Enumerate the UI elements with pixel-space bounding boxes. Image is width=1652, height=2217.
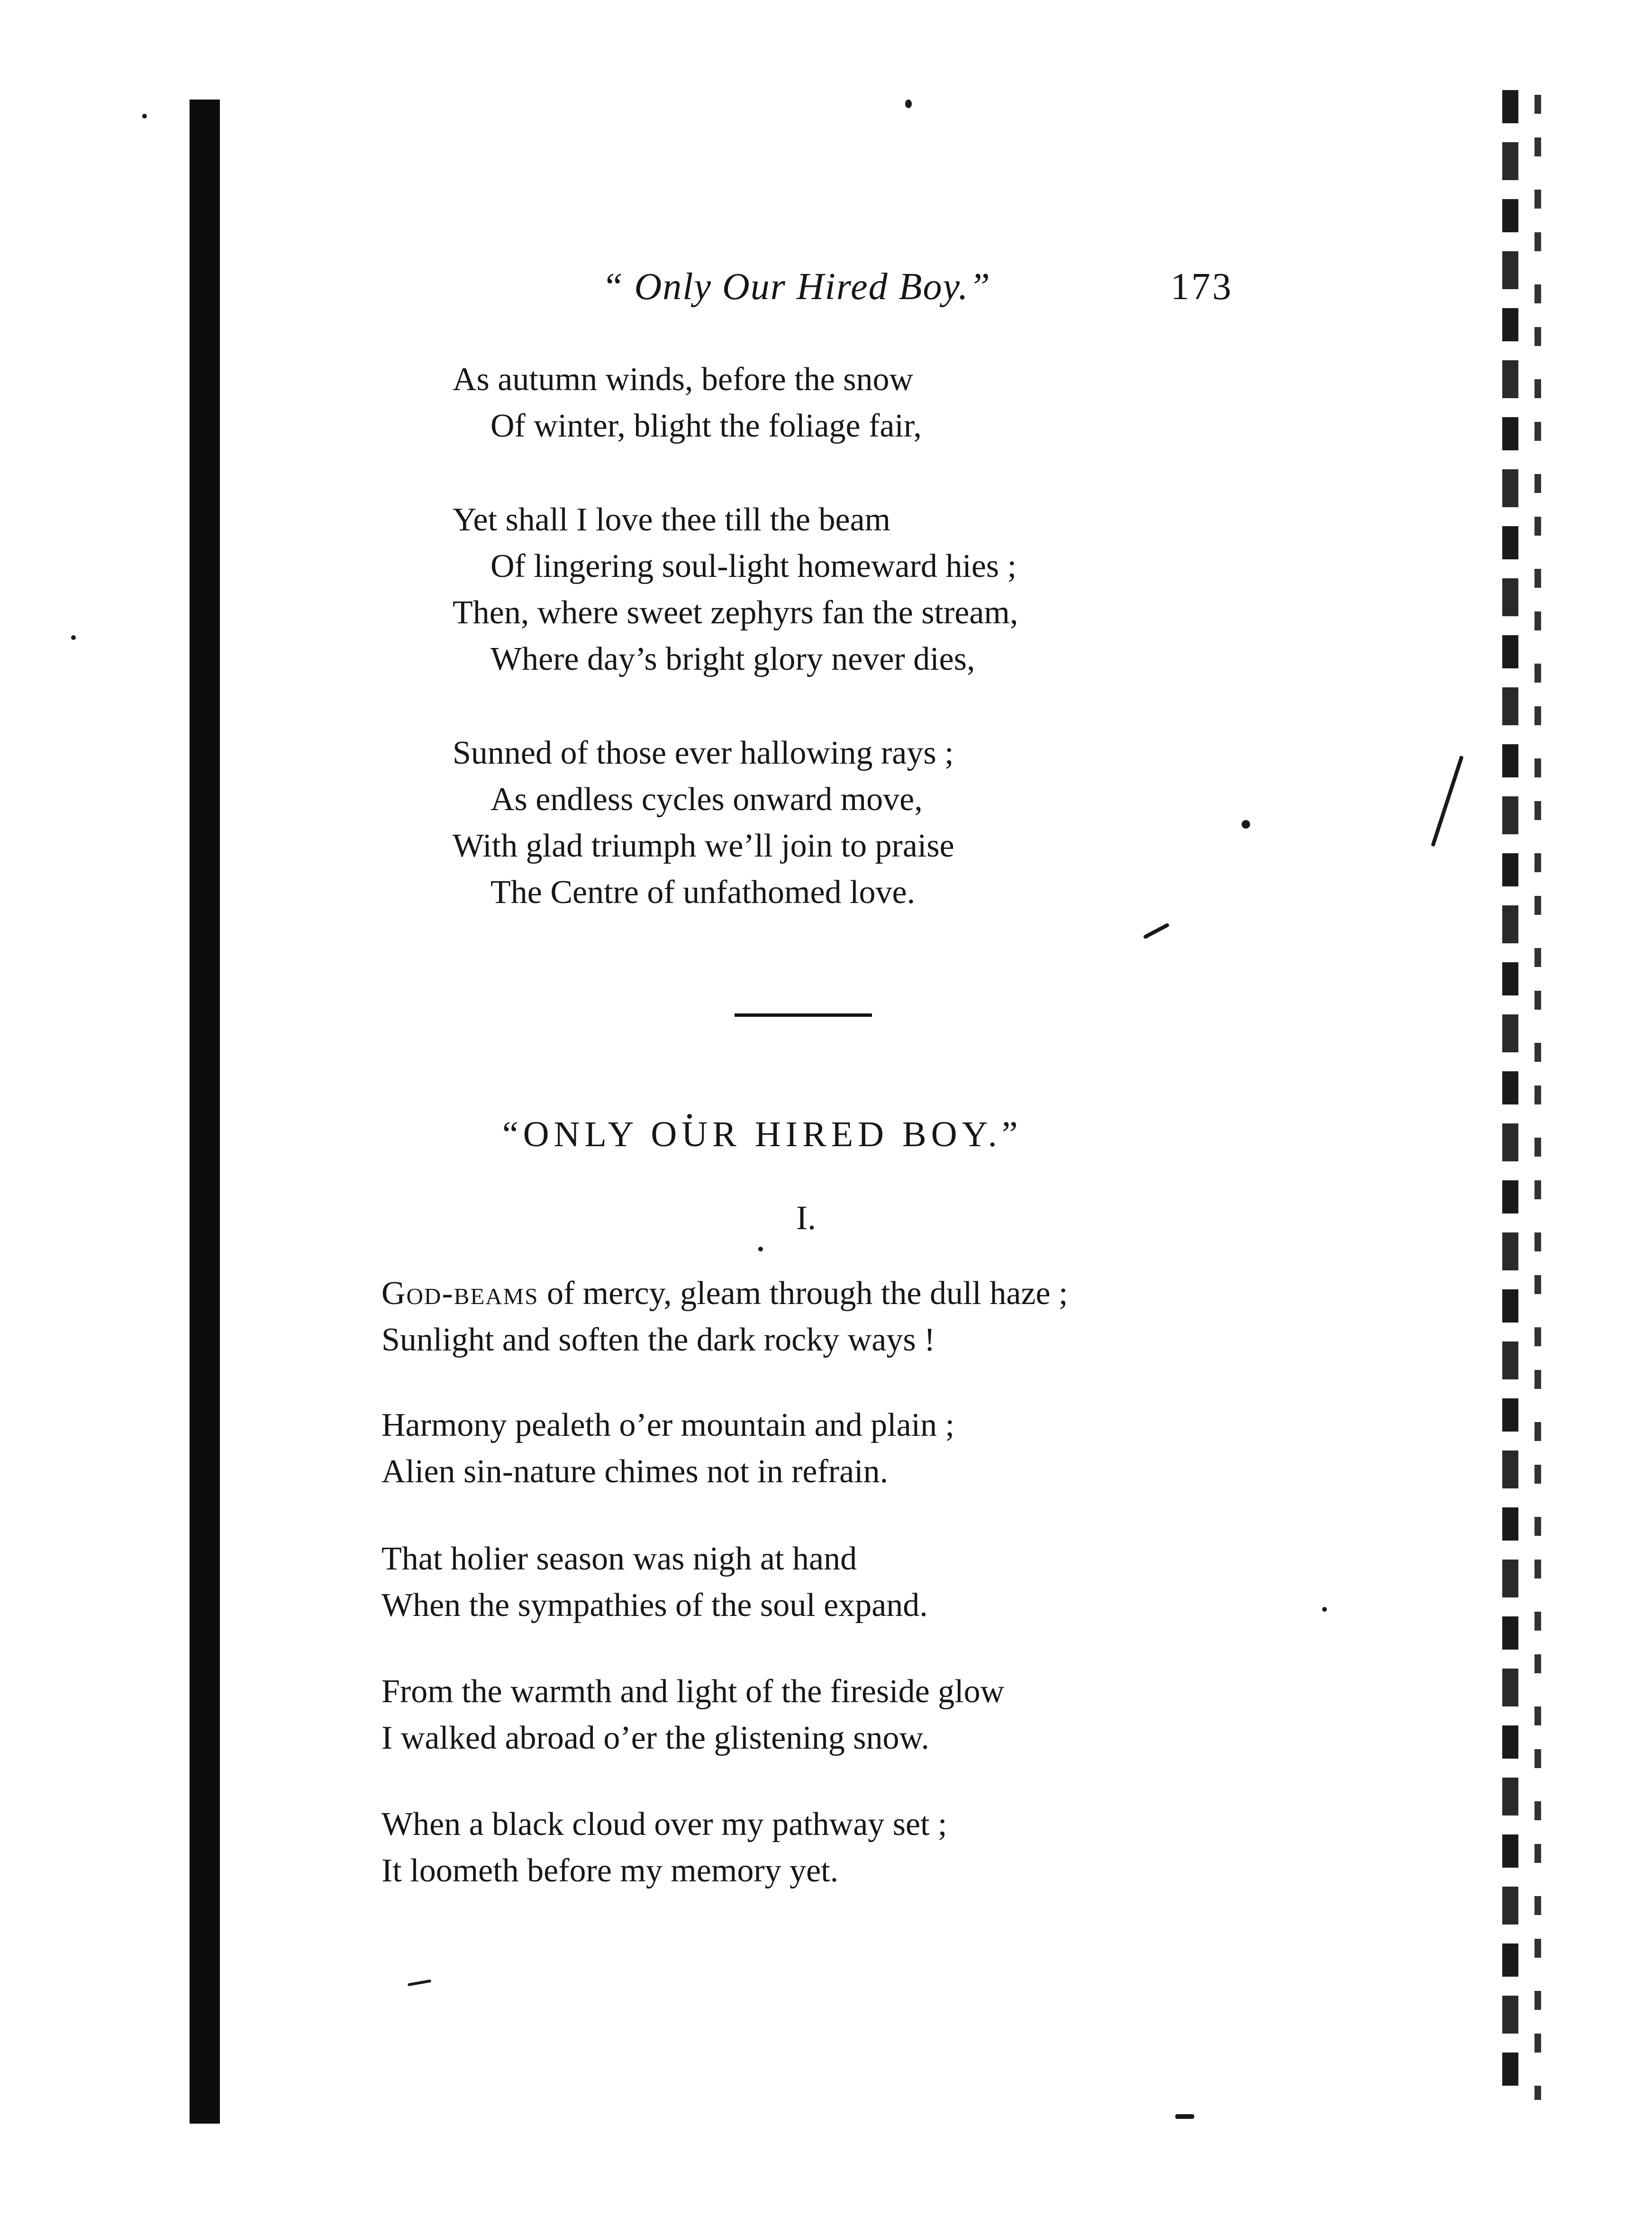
poem-line xyxy=(381,1270,1068,1317)
poem-line: Alien sin-nature chimes not in refrain. xyxy=(381,1453,889,1490)
page-number: 173 xyxy=(1171,266,1233,308)
stanza xyxy=(453,730,954,916)
stanza xyxy=(381,1536,928,1629)
stanza xyxy=(381,1801,947,1894)
poem-line: When a black cloud over my pathway set ; xyxy=(381,1806,947,1843)
gutter-shadow-right xyxy=(1502,90,1518,2105)
scan-speck xyxy=(1175,2114,1194,2119)
poem-line: Yet shall I love thee till the beam xyxy=(453,502,891,538)
running-header xyxy=(0,265,1652,332)
poem-line-rest: of mercy, gleam through the dull haze ; xyxy=(538,1275,1068,1312)
scan-speck xyxy=(408,1980,431,1987)
poem-line: The Centre of unfathomed love. xyxy=(490,874,916,911)
poem-line: When the sympathies of the soul expand. xyxy=(381,1587,928,1624)
poem-line: As autumn winds, before the snow xyxy=(453,361,914,398)
poem-line: As endless cycles onward move, xyxy=(490,781,923,818)
gutter-shadow-right-edge xyxy=(1534,95,1541,2100)
poem-line: Where day’s bright glory never dies, xyxy=(490,641,975,677)
poem-line: It loometh before my memory yet. xyxy=(381,1852,839,1889)
scan-speck xyxy=(71,635,76,640)
scan-speck xyxy=(1322,1607,1327,1612)
stanza xyxy=(381,1669,1004,1761)
scan-speck xyxy=(758,1247,763,1251)
stanza xyxy=(381,1270,1068,1363)
poem-line: I walked abroad o’er the glistening snow. xyxy=(381,1720,929,1756)
poem-line: Sunlight and soften the dark rocky ways ! xyxy=(381,1322,935,1358)
stanza xyxy=(381,1402,954,1495)
stanza xyxy=(453,497,1018,683)
scan-speck xyxy=(1242,820,1250,829)
poem-line: Of winter, blight the foliage fair, xyxy=(490,408,922,444)
poem-line: Harmony pealeth o’er mountain and plain ; xyxy=(381,1407,955,1443)
poem-title: “ONLY OUR HIRED BOY.” xyxy=(502,1114,1023,1154)
opening-word: God-beams xyxy=(381,1275,539,1312)
gutter-shadow-left xyxy=(190,100,220,2124)
stanza xyxy=(453,356,922,449)
poem-line: With glad triumph we’ll join to praise xyxy=(453,828,954,864)
running-title: “ Only Our Hired Boy.” xyxy=(602,266,991,308)
section-divider xyxy=(735,1013,872,1017)
poem-line: Then, where sweet zephyrs fan the stream, xyxy=(453,594,1018,631)
poem-line: From the warmth and light of the fireside glow xyxy=(381,1673,1005,1710)
scan-speck xyxy=(1143,922,1170,939)
poem-line: Sunned of those ever hallowing rays ; xyxy=(453,735,954,771)
poem-line: Of lingering soul-light homeward hies ; xyxy=(490,548,1017,584)
scan-speck xyxy=(905,100,912,108)
scan-speck xyxy=(142,114,147,119)
scan-speck xyxy=(1431,756,1463,847)
section-numeral: I. xyxy=(796,1199,816,1237)
poem-line: That holier season was nigh at hand xyxy=(381,1541,857,1577)
